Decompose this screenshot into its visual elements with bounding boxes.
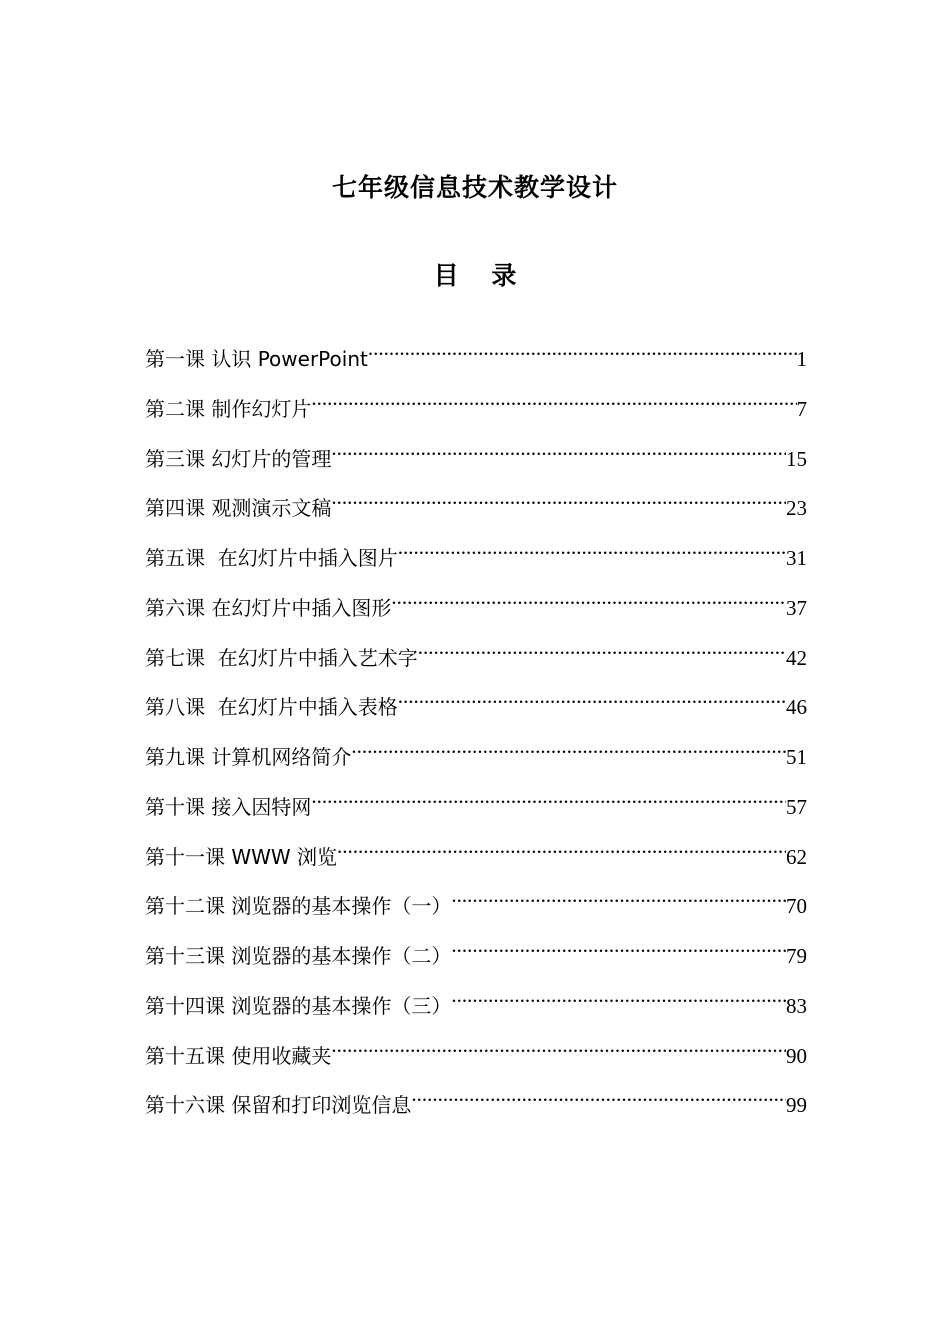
toc-page-number: 7 <box>796 396 807 421</box>
toc-page-number: 23 <box>786 496 807 521</box>
toc-page-number: 83 <box>786 993 807 1018</box>
dot-leader <box>451 927 786 963</box>
toc-page-number: 70 <box>786 894 807 919</box>
toc-entry-label: 第十三课 浏览器的基本操作（二） <box>145 944 452 968</box>
toc-page-number: 62 <box>786 844 807 869</box>
toc-entry-label: 第四课 观测演示文稿 <box>145 496 332 521</box>
dot-leader <box>418 629 786 665</box>
toc-entry[interactable] <box>145 479 807 529</box>
toc-page-number: 1 <box>796 347 807 371</box>
dot-leader <box>398 529 786 565</box>
toc-entry[interactable] <box>145 977 807 1027</box>
toc-page-number: 51 <box>786 745 807 769</box>
toc-entry-label: 第五课 在幻灯片中插入图片 <box>145 546 398 570</box>
toc-entry[interactable] <box>145 828 807 878</box>
toc-page-number: 57 <box>786 794 807 819</box>
toc-page-number: 90 <box>786 1043 807 1068</box>
toc-entry[interactable] <box>145 728 807 778</box>
toc-entry-label: 第二课 制作幻灯片 <box>145 396 312 421</box>
toc-entry-label: 第十课 接入因特网 <box>145 794 312 819</box>
toc-entry[interactable] <box>145 529 807 579</box>
toc-entry-label: 第十四课 浏览器的基本操作（三） <box>145 993 452 1018</box>
dot-leader <box>331 479 786 515</box>
document-title: 七年级信息技术教学设计 <box>331 173 618 202</box>
toc-page-number: 37 <box>786 595 807 620</box>
dot-leader <box>368 330 797 366</box>
toc-entry[interactable] <box>145 877 807 927</box>
toc-page-number: 99 <box>786 1093 807 1118</box>
toc-entry-label: 第一课 认识 PowerPoint <box>145 347 368 371</box>
toc-entry-label: 第七课 在幻灯片中插入艺术字 <box>145 645 418 670</box>
toc-page-number: 15 <box>786 446 807 471</box>
toc-page-number: 79 <box>786 944 807 968</box>
dot-leader <box>337 828 786 864</box>
toc-entry-label: 第十二课 浏览器的基本操作（一） <box>145 894 452 919</box>
dot-leader <box>451 977 786 1013</box>
toc-entry[interactable] <box>145 629 807 679</box>
toc-entry[interactable] <box>145 678 807 728</box>
dot-leader <box>351 728 786 764</box>
toc-entry[interactable] <box>145 1027 807 1077</box>
dot-leader <box>391 579 786 615</box>
toc-entry-label: 第九课 计算机网络简介 <box>145 745 352 769</box>
table-of-contents <box>145 330 807 1126</box>
toc-entry[interactable] <box>145 778 807 828</box>
toc-page-number: 31 <box>786 546 807 570</box>
toc-entry-label: 第十六课 保留和打印浏览信息 <box>145 1093 412 1118</box>
toc-page-number: 46 <box>786 695 807 720</box>
dot-leader <box>411 1076 786 1112</box>
toc-entry-label: 第六课 在幻灯片中插入图形 <box>145 595 392 620</box>
toc-entry-label: 第十一课 WWW 浏览 <box>145 844 338 869</box>
dot-leader <box>311 778 786 814</box>
dot-leader <box>451 877 786 913</box>
dot-leader <box>398 678 786 714</box>
toc-entry[interactable] <box>145 1076 807 1126</box>
toc-page-number: 42 <box>786 645 807 670</box>
toc-entry-label: 第八课 在幻灯片中插入表格 <box>145 695 398 720</box>
toc-entry-label: 第三课 幻灯片的管理 <box>145 446 332 471</box>
toc-entry[interactable] <box>145 579 807 629</box>
dot-leader <box>331 1027 786 1063</box>
toc-entry[interactable] <box>145 927 807 977</box>
dot-leader <box>331 430 786 466</box>
dot-leader <box>311 380 796 416</box>
toc-entry[interactable] <box>145 380 807 430</box>
toc-entry-label: 第十五课 使用收藏夹 <box>145 1043 332 1068</box>
toc-entry[interactable] <box>145 330 807 380</box>
toc-heading: 目 录 <box>433 261 529 290</box>
toc-entry[interactable] <box>145 430 807 480</box>
